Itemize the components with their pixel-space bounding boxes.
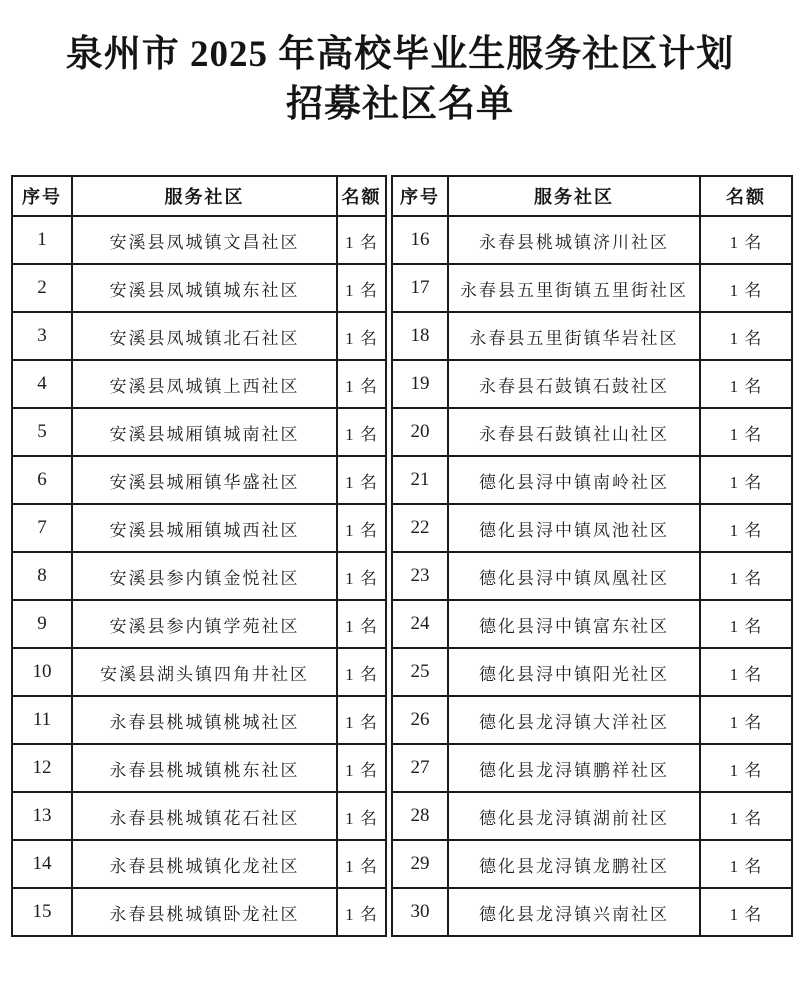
table-row: [392, 648, 792, 696]
serial-number-cell: 7: [12, 504, 72, 552]
serial-number-cell: 11: [12, 696, 72, 744]
community-name-cell: 德化县浔中镇凤池社区: [448, 504, 700, 552]
serial-number-cell: 12: [12, 744, 72, 792]
community-name-cell: 德化县浔中镇富东社区: [448, 600, 700, 648]
community-name-cell: 德化县浔中镇凤凰社区: [448, 552, 700, 600]
community-name-cell: 永春县桃城镇化龙社区: [72, 840, 337, 888]
quota-cell: 1 名: [337, 696, 386, 744]
table-row: [12, 264, 386, 312]
quota-cell: 1 名: [700, 792, 792, 840]
table-row: [12, 696, 386, 744]
table-row: [12, 504, 386, 552]
serial-number-cell: 25: [392, 648, 448, 696]
quota-cell: 1 名: [337, 264, 386, 312]
quota-cell: 1 名: [337, 744, 386, 792]
quota-cell: 1 名: [337, 504, 386, 552]
community-name-cell: 永春县桃城镇桃东社区: [72, 744, 337, 792]
quota-cell: 1 名: [700, 648, 792, 696]
quota-cell: 1 名: [700, 408, 792, 456]
serial-number-cell: 27: [392, 744, 448, 792]
serial-number-cell: 5: [12, 408, 72, 456]
community-name-cell: 德化县龙浔镇大洋社区: [448, 696, 700, 744]
serial-number-cell: 3: [12, 312, 72, 360]
table-row: [12, 600, 386, 648]
community-name-cell: 德化县浔中镇南岭社区: [448, 456, 700, 504]
quota-cell: 1 名: [337, 408, 386, 456]
serial-number-cell: 30: [392, 888, 448, 936]
table-row: [392, 312, 792, 360]
community-name-cell: 永春县桃城镇花石社区: [72, 792, 337, 840]
quota-cell: 1 名: [700, 504, 792, 552]
community-name-cell: 永春县石鼓镇石鼓社区: [448, 360, 700, 408]
header-serial-number: 序号: [392, 176, 448, 216]
community-name-cell: 永春县五里街镇五里街社区: [448, 264, 700, 312]
quota-cell: 1 名: [700, 888, 792, 936]
table-header-row: [12, 176, 386, 216]
community-name-cell: 安溪县湖头镇四角井社区: [72, 648, 337, 696]
table-row: [392, 696, 792, 744]
recruitment-table-right: [391, 175, 793, 937]
community-name-cell: 德化县龙浔镇龙鹏社区: [448, 840, 700, 888]
quota-cell: 1 名: [337, 840, 386, 888]
table-row: [12, 456, 386, 504]
quota-cell: 1 名: [700, 744, 792, 792]
community-name-cell: 安溪县城厢镇城西社区: [72, 504, 337, 552]
quota-cell: 1 名: [337, 360, 386, 408]
table-row: [392, 408, 792, 456]
quota-cell: 1 名: [337, 792, 386, 840]
table-row: [12, 552, 386, 600]
serial-number-cell: 29: [392, 840, 448, 888]
community-name-cell: 永春县桃城镇济川社区: [448, 216, 700, 264]
serial-number-cell: 20: [392, 408, 448, 456]
serial-number-cell: 13: [12, 792, 72, 840]
serial-number-cell: 28: [392, 792, 448, 840]
table-row: [392, 744, 792, 792]
table-row: [392, 504, 792, 552]
serial-number-cell: 22: [392, 504, 448, 552]
serial-number-cell: 26: [392, 696, 448, 744]
quota-cell: 1 名: [700, 696, 792, 744]
table-row: [392, 600, 792, 648]
header-service-community: 服务社区: [448, 176, 700, 216]
table-row: [12, 360, 386, 408]
community-name-cell: 安溪县城厢镇城南社区: [72, 408, 337, 456]
serial-number-cell: 10: [12, 648, 72, 696]
community-name-cell: 永春县桃城镇卧龙社区: [72, 888, 337, 936]
quota-cell: 1 名: [700, 360, 792, 408]
serial-number-cell: 17: [392, 264, 448, 312]
community-name-cell: 安溪县城厢镇华盛社区: [72, 456, 337, 504]
quota-cell: 1 名: [700, 456, 792, 504]
table-row: [392, 264, 792, 312]
page-title-line2: 招募社区名单: [286, 83, 514, 125]
quota-cell: 1 名: [337, 648, 386, 696]
recruitment-tables-container: [11, 175, 800, 937]
community-name-cell: 永春县石鼓镇社山社区: [448, 408, 700, 456]
community-name-cell: 安溪县参内镇学苑社区: [72, 600, 337, 648]
table-row: [12, 744, 386, 792]
table-row: [392, 792, 792, 840]
header-quota: 名额: [337, 176, 386, 216]
table-row: [12, 888, 386, 936]
header-quota: 名额: [700, 176, 792, 216]
quota-cell: 1 名: [337, 888, 386, 936]
quota-cell: 1 名: [700, 840, 792, 888]
serial-number-cell: 15: [12, 888, 72, 936]
table-row: [12, 840, 386, 888]
quota-cell: 1 名: [700, 552, 792, 600]
recruitment-table-left: [11, 175, 387, 937]
community-name-cell: 德化县龙浔镇湖前社区: [448, 792, 700, 840]
serial-number-cell: 24: [392, 600, 448, 648]
quota-cell: 1 名: [700, 216, 792, 264]
header-serial-number: 序号: [12, 176, 72, 216]
community-name-cell: 永春县五里街镇华岩社区: [448, 312, 700, 360]
header-service-community: 服务社区: [72, 176, 337, 216]
table-row: [12, 792, 386, 840]
table-row: [392, 888, 792, 936]
serial-number-cell: 16: [392, 216, 448, 264]
community-name-cell: 永春县桃城镇桃城社区: [72, 696, 337, 744]
page-title: [0, 30, 800, 129]
serial-number-cell: 21: [392, 456, 448, 504]
community-name-cell: 德化县龙浔镇鹏祥社区: [448, 744, 700, 792]
quota-cell: 1 名: [337, 312, 386, 360]
serial-number-cell: 6: [12, 456, 72, 504]
community-name-cell: 安溪县参内镇金悦社区: [72, 552, 337, 600]
community-name-cell: 安溪县凤城镇北石社区: [72, 312, 337, 360]
quota-cell: 1 名: [700, 264, 792, 312]
quota-cell: 1 名: [337, 456, 386, 504]
serial-number-cell: 8: [12, 552, 72, 600]
serial-number-cell: 4: [12, 360, 72, 408]
table-row: [392, 552, 792, 600]
table-row: [392, 456, 792, 504]
serial-number-cell: 2: [12, 264, 72, 312]
serial-number-cell: 23: [392, 552, 448, 600]
table-row: [12, 312, 386, 360]
quota-cell: 1 名: [337, 552, 386, 600]
quota-cell: 1 名: [337, 600, 386, 648]
table-row: [392, 360, 792, 408]
quota-cell: 1 名: [700, 600, 792, 648]
table-row: [392, 840, 792, 888]
serial-number-cell: 14: [12, 840, 72, 888]
quota-cell: 1 名: [337, 216, 386, 264]
table-row: [392, 216, 792, 264]
serial-number-cell: 9: [12, 600, 72, 648]
quota-cell: 1 名: [700, 312, 792, 360]
table-header-row: [392, 176, 792, 216]
serial-number-cell: 19: [392, 360, 448, 408]
table-row: [12, 408, 386, 456]
community-name-cell: 德化县浔中镇阳光社区: [448, 648, 700, 696]
table-row: [12, 648, 386, 696]
community-name-cell: 安溪县凤城镇上西社区: [72, 360, 337, 408]
community-name-cell: 安溪县凤城镇城东社区: [72, 264, 337, 312]
serial-number-cell: 18: [392, 312, 448, 360]
page-title-line1: 泉州市 2025 年高校毕业生服务社区计划: [65, 34, 735, 75]
table-row: [12, 216, 386, 264]
community-name-cell: 安溪县凤城镇文昌社区: [72, 216, 337, 264]
serial-number-cell: 1: [12, 216, 72, 264]
community-name-cell: 德化县龙浔镇兴南社区: [448, 888, 700, 936]
